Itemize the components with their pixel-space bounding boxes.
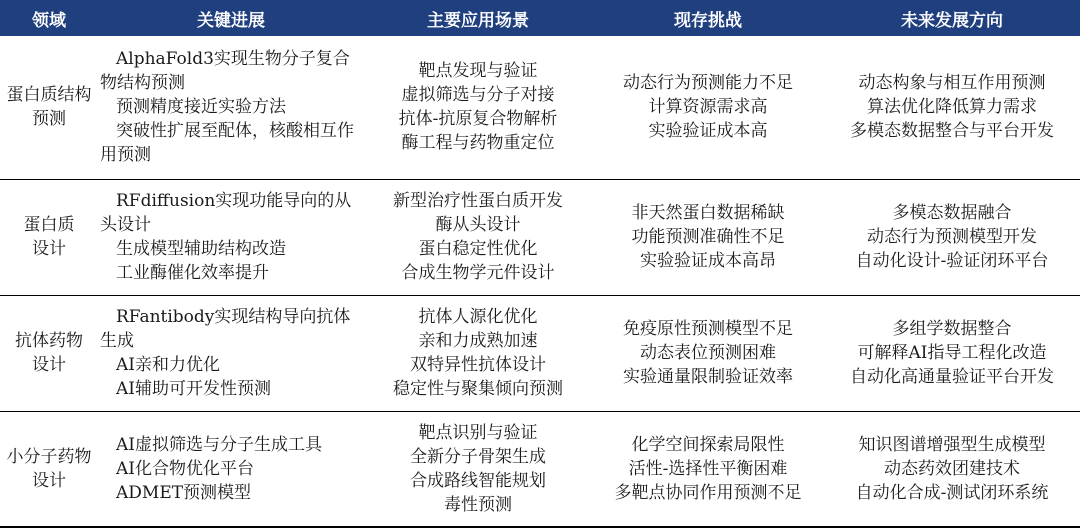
cell-key-progress <box>98 295 364 411</box>
progress-item: RFantibody实现结构导向抗体生成 <box>100 307 351 351</box>
cell-challenges <box>592 411 824 527</box>
header-row <box>0 0 1080 36</box>
domain-line: 小分子药物 <box>6 446 92 467</box>
table-row-protein-structure <box>0 36 1080 179</box>
progress-item: 突破性扩展至配体，核酸相互作用预测 <box>100 121 354 166</box>
cell-challenges <box>592 295 824 411</box>
progress-item: AI虚拟筛选与分子生成工具 <box>116 434 322 455</box>
future-item: 多模态数据整合与平台开发 <box>850 121 1054 142</box>
application-item: 全新分子骨架生成 <box>410 446 546 467</box>
cell-domain <box>0 295 98 411</box>
domain-line: 设计 <box>32 239 66 259</box>
header-domain: 领域 <box>0 0 98 36</box>
domain-line: 抗体药物 <box>15 331 83 351</box>
cell-key-progress <box>98 36 364 179</box>
challenge-item: 非天然蛋白数据稀缺 <box>631 203 785 223</box>
application-item: 虚拟筛选与分子对接 <box>401 85 555 106</box>
application-item: 靶点识别与验证 <box>418 422 538 443</box>
progress-item: 预测精度接近实验方法 <box>116 97 286 118</box>
challenge-item: 实验通量限制验证效率 <box>623 367 793 387</box>
future-item: 可解释AI指导工程化改造 <box>857 343 1047 363</box>
cell-applications <box>364 411 592 527</box>
challenge-item: 活性-选择性平衡困难 <box>628 458 788 479</box>
future-item: 自动化高通量验证平台开发 <box>850 367 1054 387</box>
header-challenges: 现存挑战 <box>592 0 824 36</box>
challenge-item: 动态表位预测困难 <box>640 343 776 363</box>
challenge-item: 动态行为预测能力不足 <box>623 73 793 94</box>
application-item: 亲和力成熟加速 <box>418 331 538 351</box>
progress-item: RFdiffusion实现功能导向的从头设计 <box>100 191 352 235</box>
application-item: 酶从头设计 <box>435 215 521 235</box>
future-item: 动态构象与相互作用预测 <box>858 73 1046 94</box>
challenge-item: 实验验证成本高昂 <box>640 251 776 271</box>
header-applications: 主要应用场景 <box>364 0 592 36</box>
application-item: 新型治疗性蛋白质开发 <box>393 191 563 211</box>
table-row-small-molecule-design <box>0 411 1080 527</box>
cell-key-progress <box>98 179 364 295</box>
application-item: 抗体人源化优化 <box>418 307 538 327</box>
challenge-item: 免疫原性预测模型不足 <box>623 319 793 339</box>
application-item: 双特异性抗体设计 <box>410 355 546 375</box>
challenge-item: 实验验证成本高 <box>648 121 768 142</box>
cell-challenges <box>592 36 824 179</box>
table-row-antibody-design <box>0 295 1080 411</box>
table-row-protein-design <box>0 179 1080 295</box>
cell-domain <box>0 179 98 295</box>
challenge-item: 化学空间探索局限性 <box>631 434 785 455</box>
application-item: 稳定性与聚集倾向预测 <box>393 379 563 399</box>
progress-item: ADMET预测模型 <box>116 482 252 503</box>
cell-future-directions <box>824 36 1080 179</box>
cell-applications <box>364 179 592 295</box>
header-key-progress: 关键进展 <box>98 0 364 36</box>
future-item: 知识图谱增强型生成模型 <box>858 434 1046 455</box>
cell-domain <box>0 36 98 179</box>
domain-line: 蛋白质结构 <box>6 85 92 106</box>
application-item: 合成生物学元件设计 <box>401 263 555 283</box>
challenge-item: 多靶点协同作用预测不足 <box>614 482 802 503</box>
domain-line: 蛋白质 <box>23 215 75 235</box>
application-item: 毒性预测 <box>444 494 512 515</box>
application-item: 靶点发现与验证 <box>418 61 538 82</box>
cell-future-directions <box>824 179 1080 295</box>
future-item: 动态行为预测模型开发 <box>867 227 1037 247</box>
future-item: 自动化设计-验证闭环平台 <box>855 251 1049 271</box>
cell-applications <box>364 295 592 411</box>
future-item: 算法优化降低算力需求 <box>867 97 1037 118</box>
future-item: 多模态数据融合 <box>892 203 1012 223</box>
domain-line: 预测 <box>32 109 66 130</box>
cell-future-directions <box>824 295 1080 411</box>
future-item: 动态药效团建技术 <box>884 458 1020 479</box>
progress-item: AI亲和力优化 <box>116 355 220 375</box>
cell-key-progress <box>98 411 364 527</box>
challenge-item: 计算资源需求高 <box>648 97 768 118</box>
progress-item: AlphaFold3实现生物分子复合物结构预测 <box>100 49 350 94</box>
cell-challenges <box>592 179 824 295</box>
cell-applications <box>364 36 592 179</box>
cell-future-directions <box>824 411 1080 527</box>
application-item: 合成路线智能规划 <box>410 470 546 491</box>
table-body <box>0 36 1080 527</box>
application-item: 酶工程与药物重定位 <box>401 133 555 154</box>
future-item: 多组学数据整合 <box>892 319 1012 339</box>
domain-line: 设计 <box>32 470 66 491</box>
application-item: 抗体-抗原复合物解析 <box>398 109 558 130</box>
challenge-item: 功能预测准确性不足 <box>631 227 785 247</box>
application-item: 蛋白稳定性优化 <box>418 239 538 259</box>
progress-item: AI辅助可开发性预测 <box>116 379 271 399</box>
progress-item: 生成模型辅助结构改造 <box>116 239 286 259</box>
header-future-directions: 未来发展方向 <box>824 0 1080 36</box>
domain-line: 设计 <box>32 355 66 375</box>
progress-item: 工业酶催化效率提升 <box>116 263 269 283</box>
cell-domain <box>0 411 98 527</box>
future-item: 自动化合成-测试闭环系统 <box>855 482 1049 503</box>
table-header <box>0 0 1080 36</box>
progress-item: AI化合物优化平台 <box>116 458 254 479</box>
